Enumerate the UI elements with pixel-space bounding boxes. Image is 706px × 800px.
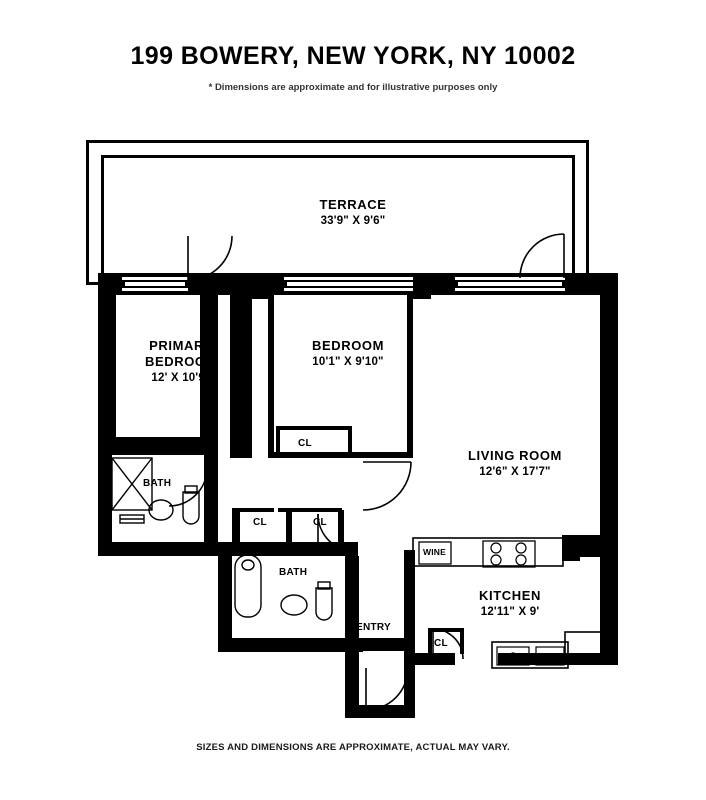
north-glazing-1-inner (125, 282, 185, 286)
west-lower-wall (98, 455, 112, 555)
room-dim-living-room: 12'6" X 17'7" (479, 466, 551, 478)
bedroom-west-inner-wall (268, 295, 274, 458)
room-name-kitchen: KITCHEN (479, 588, 541, 603)
room-name-bedroom: BEDROOM (311, 338, 385, 353)
cooktop-burners (491, 543, 526, 565)
terrace-door-swing-right (520, 234, 564, 278)
label-bath-primary: BATH (143, 478, 172, 489)
page-title: 199 BOWERY, NEW YORK, NY 10002 (130, 42, 576, 70)
bedroom-ne-stub (413, 273, 431, 299)
room-name-terrace: TERRACE (319, 197, 387, 212)
label-closet-entry: CL (434, 638, 448, 649)
second-bath-fixtures (235, 555, 332, 620)
hall-north-wall (218, 542, 358, 556)
label-closet-hall-1: CL (253, 517, 267, 528)
room-dim-primary-bedroom: 12' X 10'9" (151, 372, 211, 384)
bedroom-nw-stub (231, 291, 271, 299)
room-label-primary-bedroom (101, 338, 261, 386)
refrigerator (565, 632, 603, 654)
hall-south-wall (218, 638, 363, 652)
room-label-kitchen (420, 588, 600, 620)
terrace-inner-top-wall (101, 155, 575, 158)
bathtub (235, 555, 261, 617)
bedroom-door-swing (363, 462, 411, 510)
entry-door-swing (366, 668, 408, 710)
east-exterior-wall (600, 273, 618, 543)
room-dim-bedroom: 10'1" X 9'10" (312, 356, 384, 368)
closet-a-left-wall (232, 510, 240, 542)
bathtub-drain (242, 560, 254, 570)
range-cooktop (483, 541, 535, 567)
bedroom-closet-top-wall (276, 426, 352, 430)
label-closet-hall-2: CL (313, 517, 327, 528)
north-glazing-2-inner (287, 282, 417, 286)
room-dim-terrace: 33'9" X 9'6" (320, 215, 386, 227)
room-dim-kitchen: 12'11" X 9' (480, 606, 540, 618)
label-closet-bedroom: CL (298, 438, 312, 449)
entry-closet-left-wall (428, 630, 432, 654)
second-bath-sink (281, 595, 307, 615)
bath1-south-wall (98, 542, 218, 556)
disclaimer-subtitle: * Dimensions are approximate and for illustrative purposes only (208, 82, 498, 93)
room-label-terrace (0, 197, 706, 229)
bath1-east-wall (204, 455, 218, 555)
closet-divider-wall (286, 510, 292, 542)
label-entry: ENTRY (356, 622, 392, 633)
bedroom-closet-spacer (274, 490, 278, 518)
kitchen-south-mid-wall (498, 653, 568, 665)
bedroom-closet-left-wall (276, 428, 280, 454)
tag-wine-fridge: WINE (423, 547, 446, 557)
primary-bath-toilet (183, 492, 199, 524)
kitchen-ne-stub (562, 535, 580, 561)
north-glazing-3-inner (458, 282, 562, 286)
room-name-living-room: LIVING ROOM (468, 448, 562, 463)
footer-disclaimer: SIZES AND DIMENSIONS ARE APPROXIMATE, ACTUAL MAY VARY. (196, 742, 510, 753)
second-bath-toilet (316, 588, 332, 620)
primary-bath-door-swing (169, 468, 207, 506)
closet-b-right-wall (338, 510, 344, 542)
room-name-primary-line2: BEDROOM (144, 354, 218, 369)
floor-plan (0, 110, 706, 730)
primary-bath-fixtures (112, 458, 199, 524)
tag-dishwasher: DW (541, 651, 556, 661)
terrace-outer-top-wall (86, 140, 589, 143)
bedroom-closet-right-wall (348, 426, 352, 454)
label-bath-second: BATH (279, 567, 308, 578)
hall-west-wall (218, 542, 232, 652)
room-label-bedroom (268, 338, 428, 370)
bedroom-south-wall (268, 452, 413, 458)
room-name-primary-line1: PRIMARY (149, 338, 213, 353)
bath2-east-wall (345, 556, 359, 652)
bedroom-east-wall (407, 295, 413, 458)
room-label-living-room (425, 448, 605, 480)
